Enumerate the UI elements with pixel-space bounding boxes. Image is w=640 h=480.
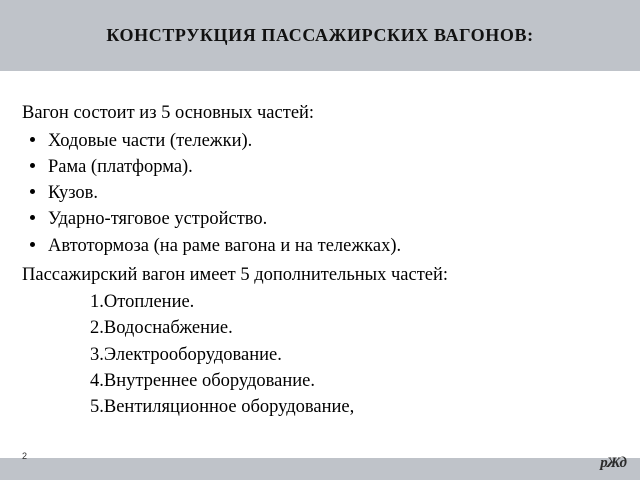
page-number: 2: [22, 451, 28, 461]
list-item: 4.Внутреннее оборудование.: [90, 370, 315, 391]
numbered-list: [22, 289, 622, 420]
content-area: [22, 101, 622, 420]
list-item: [22, 180, 622, 206]
list-item-label: Ударно-тяговое устройство.: [48, 209, 268, 230]
rzd-logo-icon: рЖд: [600, 455, 626, 471]
lead-paragraph: Вагон состоит из 5 основных частей:: [22, 103, 315, 123]
bullet-dot-icon: [30, 215, 35, 220]
secondary-lead-paragraph: Пассажирский вагон имеет 5 дополнительных частей:: [22, 264, 449, 285]
list-item: 3.Электрооборудование.: [90, 344, 282, 365]
bullet-list: [22, 128, 622, 259]
title-band: [0, 0, 640, 71]
page-title: КОНСТРУКЦИЯ ПАССАЖИРСКИХ ВАГОНОВ:: [106, 25, 534, 45]
list-item-label: Рама (платформа).: [48, 156, 193, 177]
list-item: 2.Водоснабжение.: [90, 318, 233, 339]
list-item-label: Кузов.: [48, 183, 99, 204]
bullet-dot-icon: [30, 137, 35, 142]
list-item-label: Автотормоза (на раме вагона и на тележках).: [48, 235, 402, 256]
list-item: [22, 206, 622, 232]
bullet-dot-icon: [30, 163, 35, 168]
list-item: 5.Вентиляционное оборудование,: [90, 397, 355, 418]
slide-body: [0, 87, 640, 458]
bullet-dot-icon: [30, 189, 35, 194]
list-item-label: Ходовые части (тележки).: [48, 130, 253, 151]
list-item: [22, 154, 622, 180]
list-item: [22, 233, 622, 259]
footer-band: [0, 458, 640, 480]
bullet-dot-icon: [30, 242, 35, 247]
list-item: 1.Отопление.: [90, 291, 195, 312]
list-item: [22, 128, 622, 154]
